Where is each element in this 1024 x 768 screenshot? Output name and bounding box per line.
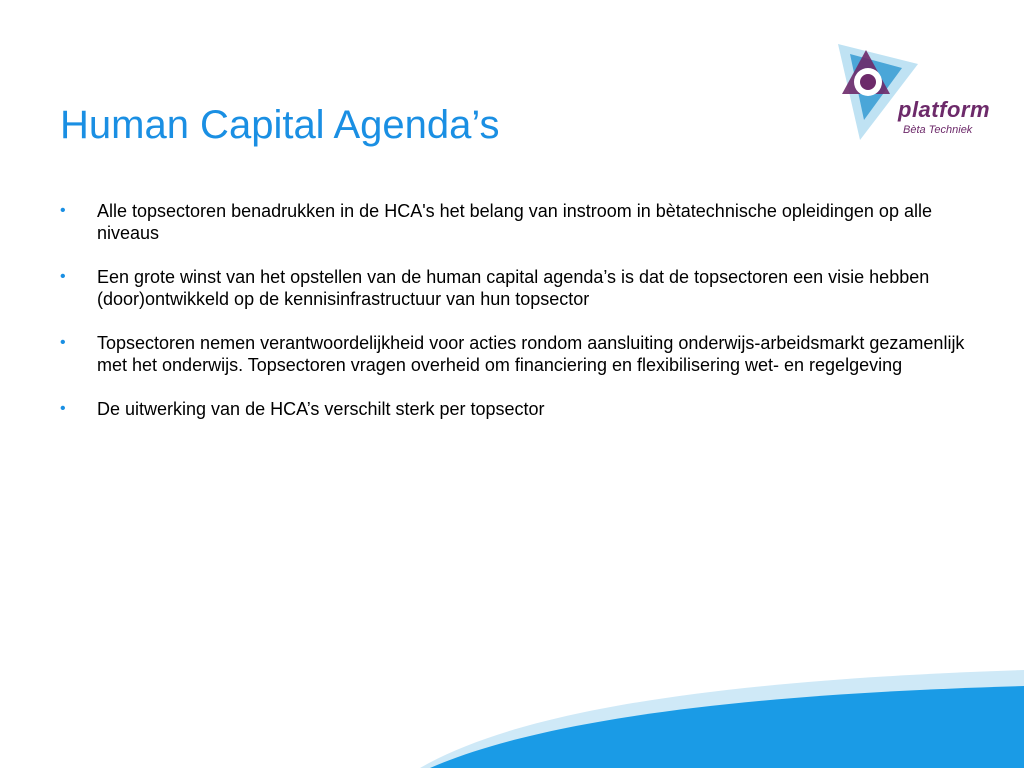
bullet-list	[60, 200, 970, 442]
logo-wordmark-platform: platform	[898, 97, 990, 122]
bullet-marker: •	[60, 268, 66, 285]
logo-wordmark-subtitle: Bèta Techniek	[903, 124, 973, 136]
slide-title: Human Capital Agenda’s	[60, 103, 500, 147]
bullet-item	[60, 332, 970, 376]
bullet-text: Een grote winst van het opstellen van de human capital agenda’s is dat de topsectoren een visie hebben (door)ontwikkeld op de kennisinfrastructuur van hun topsector	[97, 267, 930, 309]
bullet-marker: •	[60, 202, 66, 219]
footer-wave-decoration	[0, 660, 1024, 768]
bullet-item	[60, 200, 970, 244]
bullet-text: Alle topsectoren benadrukken in de HCA's het belang van instroom in bètatechnische opleidingen op alle niveaus	[97, 201, 932, 243]
bullet-text: De uitwerking van de HCA’s verschilt sterk per topsector	[97, 399, 545, 419]
bullet-marker: •	[60, 400, 66, 417]
bullet-item	[60, 398, 970, 420]
bullet-item	[60, 266, 970, 310]
bullet-marker: •	[60, 334, 66, 351]
bullet-text: Topsectoren nemen verantwoordelijkheid voor acties rondom aansluiting onderwijs-arbeidsmarkt gezamenlijk met het onderwijs. Topsectoren vragen overheid om financiering en flexibilisering wet- en regelgeving	[97, 333, 965, 375]
